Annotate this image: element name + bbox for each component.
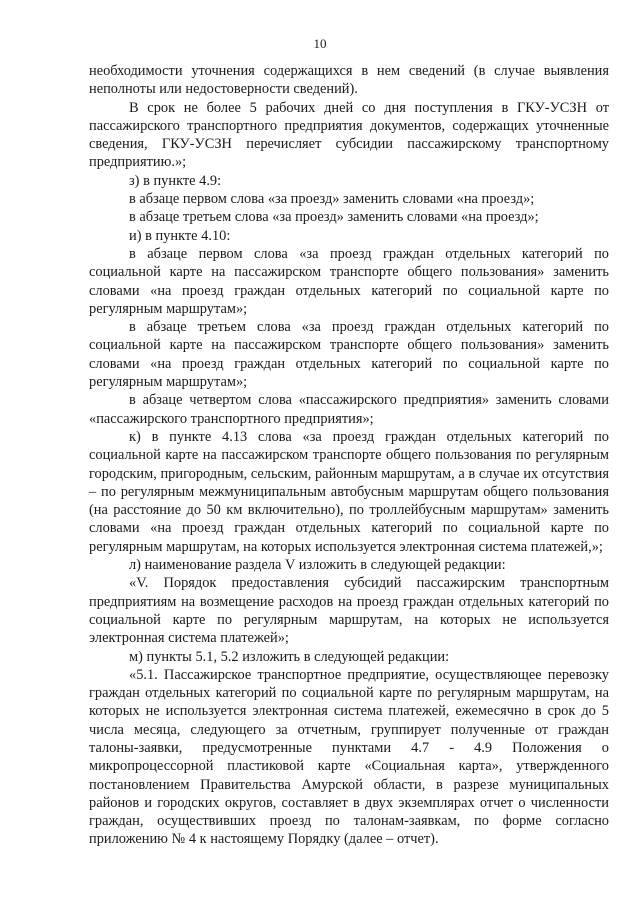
paragraph: необходимости уточнения содержащихся в нем сведений (в случае выявления неполноты или недостоверности сведений). [89,63,609,98]
list-item: м) пункты 5.1, 5.2 изложить в следующей редакции: [129,648,450,665]
list-item: к) в пункте 4.13 слова «за проезд граждан отдельных категорий по социальной карте на пассажирском транспорте общего пользования по регулярным городским, пригородным, сельским, районным маршрутам, а в случае их отсутствия – по регулярным межмуниципальным автобусным маршрутам общего пользования (на расстояние до 50 км включительно), по троллейбусным маршрутам» заменить словами «на проезд граждан отдельных категорий по социальной карте по регулярным маршрутам, на которых используется электронная система платежей,»; [89,428,609,555]
paragraph: в абзаце третьем слова «за проезд» заменить словами «на проезд»; [129,209,539,226]
list-item: з) в пункте 4.9: [129,172,222,189]
list-item: л) наименование раздела V изложить в следующей редакции: [129,557,506,574]
page-number: 10 [313,36,327,51]
paragraph: «5.1. Пассажирское транспортное предприятие, осуществляющее перевозку граждан отдельных категорий по социальной карте по регулярным маршрутам, на которых не используется электронная система платежей, ежемесячно в срок до 5 числа месяца, следующего за отчетным, группирует полученные от граждан талоны-заявки, предусмотренные пунктами 4.7 - 4.9 Положения о микропроцессорной пластиковой карте «Социальная карта», утвержденного постановлением Правительства Амурской области, в разрезе муниципальных районов и городских округов, составляет в двух экземплярах отчет о численности граждан, осуществивших проезд по талонам-заявкам, по форме согласно приложению № 4 к настоящему Порядку (далее – отчет). [89,666,609,848]
paragraph: в абзаце третьем слова «за проезд граждан отдельных категорий по социальной карте на пассажирском транспорте общего пользования» заменить словами «на проезд граждан отдельных категорий по социальной карте по регулярным маршрутам»; [89,319,609,391]
paragraph: в абзаце первом слова «за проезд граждан отдельных категорий по социальной карте на пассажирском транспорте общего пользования» заменить словами «на проезд граждан отдельных категорий по социальной карте по регулярным маршрутам»; [89,245,609,317]
paragraph: в абзаце четвертом слова «пассажирского предприятия» заменить словами «пассажирского транспортного предприятия»; [89,392,609,427]
paragraph: В срок не более 5 рабочих дней со дня поступления в ГКУ-УСЗН от пассажирского транспортного предприятия документов, содержащих уточненные сведения, ГКУ-УСЗН перечисляет субсидии пассажирскому транспортному предприятию.»; [89,99,609,171]
list-item: и) в пункте 4.10: [129,227,231,244]
document-body [89,62,609,849]
paragraph: в абзаце первом слова «за проезд» заменить словами «на проезд»; [129,191,535,208]
section-title-quote: «V. Порядок предоставления субсидий пассажирским транспортным предприятиям на возмещение расходов на проезд граждан отдельных категорий по социальной карте по регулярным маршрутам, на которых не используется электронная система платежей»; [89,575,609,647]
